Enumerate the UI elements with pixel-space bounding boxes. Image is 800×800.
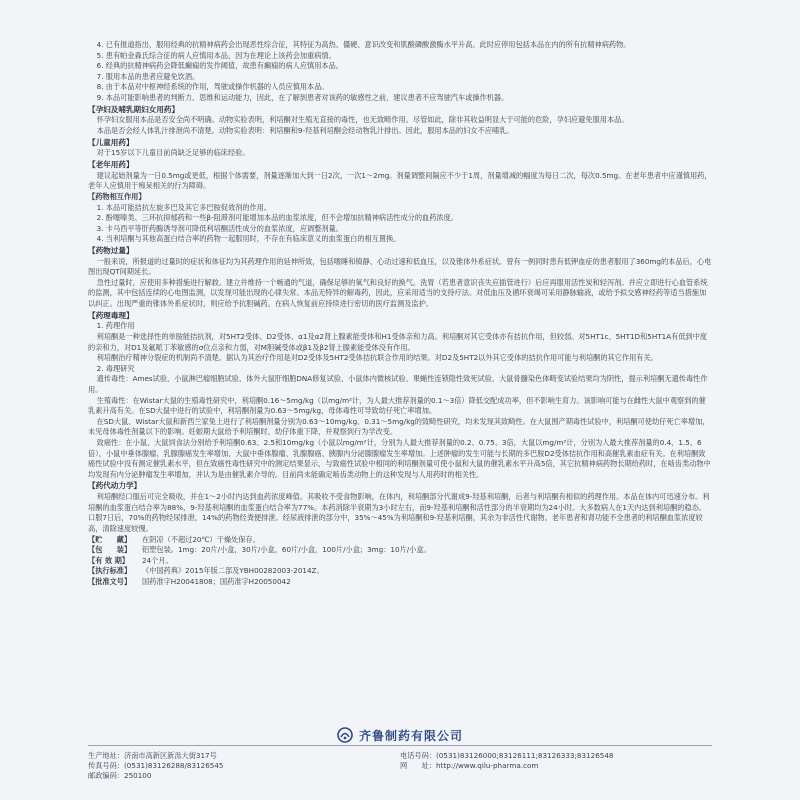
body-paragraph: 4. 已有报道指出，服用经典的抗精神病药会出现恶性综合征，其特征为高热、僵硬、意识改变和肌酸磷酸激酶水平升高。此时应停用包括本品在内的所有抗精神病药物。 xyxy=(96,40,631,49)
spec-row xyxy=(88,577,712,588)
section-heading: 【孕妇及哺乳期妇女用药】 xyxy=(88,104,180,114)
spec-value: 24个月。 xyxy=(142,555,173,565)
body-paragraph: 6. 经典的抗精神病药会降低癫痫的发作阈值，故患有癫痫的病人应慎用本品。 xyxy=(96,61,343,71)
body-paragraph: 9. 本品可能影响患者的判断力、思维和运动能力，因此，在了解到患者对该药的敏感性之前，建议患者不应驾驶汽车或操作机器。 xyxy=(96,92,509,102)
postcode-value: 250100 xyxy=(124,771,152,780)
body-paragraph: 利培酮经口服后可完全吸收，并在1～2小时内达到血药浓度峰值。其吸收不受食物影响，在体内，利培酮部分代谢成9-羟基利培酮，后者与利培酮有相似的药理作用。本品在体内可迅速分布。利培酮的血浆蛋白结合率为88%，9-羟基利培酮的血浆蛋白结合率为77%。本药消除半衰期为3小时左右，而9-羟基利培酮和活性部分的半衰期均为24小时。大多数病人在1天内达到利培酮的稳态。口服7日后，70%的药物经尿排泄，14%的药物经粪便排泄。经尿液排泄的部分中，35%～45%为利培酮和9-羟基利培酮，其余为非活性代谢物。老年患者和肾功能不全患者的利培酮血浆浓度较高，清除速度较慢。 xyxy=(88,492,710,533)
contact-info xyxy=(88,751,712,781)
spec-value: 铝塑包装。1mg：20片/小盒，30片/小盒，60片/小盒，100片/小盒；3mg：10片/小盒。 xyxy=(142,545,431,555)
section-heading: 【药物过量】 xyxy=(88,245,134,255)
body-paragraph: 7. 服用本品的患者应避免饮酒。 xyxy=(96,71,200,81)
footer-divider xyxy=(88,745,712,746)
website-value: http://www.qilu-pharma.com xyxy=(436,761,539,770)
insert-body xyxy=(88,40,712,588)
company-name: 齐鲁制药有限公司 xyxy=(358,728,463,743)
spec-key: 【贮 藏】 xyxy=(88,534,132,544)
qilu-logo-icon xyxy=(337,727,353,743)
address-value: 济南市高新区新泺大街317号 xyxy=(124,751,217,760)
body-paragraph: 对于15岁以下儿童目前尚缺乏足够的临床经验。 xyxy=(96,148,250,158)
body-paragraph: 一般来说，所报道的过量时的症状和体征均为其药理作用的延伸所致，包括嗜睡和镇静、心动过速和低血压，以及锥体外系症状。曾有一例同时患有低钾血症的患者服用了360mg的本品后，心电图出现QT间期延长。 xyxy=(88,256,712,277)
body-paragraph: 5. 患有帕金森氏综合征的病人应慎用本品，因为在理论上该药会加重病情。 xyxy=(96,50,336,60)
body-paragraph: 8. 由于本品对中枢神经系统的作用，驾驶或操作机器的人员应慎用本品。 xyxy=(96,82,329,92)
fax-label: 传真号码： xyxy=(88,761,124,770)
spec-value: 国药准字H20041808；国药准字H20050042 xyxy=(142,576,291,586)
section-heading: 【药理毒理】 xyxy=(88,310,134,320)
website-label: 网 址： xyxy=(400,761,436,770)
phone-value: (0531)83126000;83126111;83126333;83126548 xyxy=(436,751,614,760)
spec-row xyxy=(88,556,712,567)
spec-key: 【批准文号】 xyxy=(88,576,132,586)
postcode-label: 邮政编码： xyxy=(88,771,124,780)
body-paragraph: 3. 卡马西平等肝药酶诱导剂可降低利培酮活性成分的血浆浓度，应调整剂量。 xyxy=(96,223,343,233)
body-paragraph: 利培酮治疗精神分裂症的机制尚不清楚。据认为其治疗作用是对D2受体及5HT2受体拮抗联合作用的结果。对D2及5HT2以外其它受体的拮抗作用可能与利培酮的其它作用有关。 xyxy=(96,353,658,363)
spec-row xyxy=(88,566,712,577)
body-paragraph: 2. 毒理研究 xyxy=(96,363,135,373)
spec-value: 《中国药典》2015年版二部及YBH00282003-2014Z。 xyxy=(142,566,324,576)
body-paragraph: 急性过量时，应使用多种措施进行解救。建立并维持一个畅通的气道，确保足够的氧气和良好的换气。洗胃（若患者意识丧失应插管进行）后应再服用活性炭和轻泻剂。并应立即进行心血管系统的监测，其中包括连续的心电图监测，以发现可能出现的心律失常。本品无特异的解毒药，因此，应采用适当的支持疗法。对低血压及循环衰竭可采用静脉输液，或给予拟交感神经药等适当措施加以纠正。出现严重的锥体外系症状时，则应给予抗胆碱药。在病人恢复前应持续进行密切的医疗监测及监护。 xyxy=(88,277,708,309)
section-heading: 【药代动力学】 xyxy=(88,481,142,491)
body-paragraph: 本品是否会经人体乳汁排泄尚不清楚。动物实验表明：利培酮和9-羟基利培酮会经动物乳汁排出。因此，服用本品的妇女不应哺乳。 xyxy=(96,125,514,135)
address-label: 生产地址： xyxy=(88,751,124,760)
spec-key: 【有 效 期】 xyxy=(88,555,129,565)
spec-row xyxy=(88,545,712,556)
section-heading: 【儿童用药】 xyxy=(88,137,134,147)
spec-key: 【执行标准】 xyxy=(88,566,132,576)
body-paragraph: 遗传毒性：Ames试验、小鼠淋巴瘤细胞试验、体外大鼠肝细胞DNA修复试验、小鼠体内微核试验、果蝇性连锁隐性致死试验、大鼠骨髓染色体畸变试验结果均为阴性，提示利培酮无遗传毒性作用。 xyxy=(88,374,708,395)
spec-row xyxy=(88,535,712,546)
body-paragraph: 1. 本品可能拮抗左旋多巴及其它多巴胺促效剂的作用。 xyxy=(96,202,272,212)
body-paragraph: 在SD大鼠、Wistar大鼠和新西兰家兔上进行了利培酮剂量分别为0.63～10mg/kg、0.31～5mg/kg的致畸性研究，均未发现其致畸性。在大鼠围产期毒性试验中，利培酮可使幼仔死亡率增加，未见母体毒性剂量以下的影响。妊娠期大鼠给予利培酮时，幼仔体重下降，并观察到行为学改变。 xyxy=(88,416,710,437)
spec-value: 在阴凉（不超过20℃）干燥处保存。 xyxy=(142,534,260,544)
spec-key: 【包 装】 xyxy=(88,545,132,555)
section-heading: 【老年用药】 xyxy=(88,159,134,169)
body-paragraph: 4. 当利培酮与其他高蛋白结合率的药物一起服用时，不存在有临床意义的血浆蛋白的相互置换。 xyxy=(96,234,401,244)
body-paragraph: 2. 酚噻嗪类、三环抗抑郁药和一些β-阻滞剂可能增加本品的血浆浓度，但不会增加抗精神病活性成分的血药浓度。 xyxy=(96,213,458,223)
body-paragraph: 怀孕妇女服用本品是否安全尚不明确。动物实验表明，利培酮对生殖无直接的毒性，也无致畸作用。尽管如此，除非其收益明显大于可能的危险，孕妇应避免服用本品。 xyxy=(96,115,629,125)
body-paragraph: 致癌性：在小鼠、大鼠饲食法分别给予利培酮0.63、2.5和10mg/kg（小鼠以mg/m²计，分别为人最大推荐剂量的0.2、0.75、3倍，大鼠以mg/m²计，分别为人最大推荐剂量的0.4、1.5、6倍），小鼠中垂体腺瘤、乳腺腺癌发生率增加，大鼠中垂体腺瘤、乳腺腺癌、胰腺内分泌腺腺瘤发生率增加。上述肿瘤的发生可能与长期的多巴胺D2受体拮抗作用和高催乳素血症有关。在利培酮致癌性试验中没有测定催乳素水平，但在致癌性毒性研究中的测定结果显示，与致癌性试验中相同的利培酮剂量可使小鼠和大鼠的催乳素水平升高5倍，其它抗精神病药物长期给药时，在啮齿类动物中均发现有内分泌肿瘤发生率增加，并认为是由催乳素介导的。目前尚未能确定啮齿类动物上的这种发现与人用药时的相关性。 xyxy=(88,437,711,479)
phone-label: 电话号码： xyxy=(400,751,436,760)
body-paragraph: 生殖毒性：在Wistar大鼠的生殖毒性研究中，利培酮0.16～5mg/kg（以mg/m²计，为人最大推荐剂量的0.1～3倍）降低交配成功率，但不影响生育力。该影响可能与在雌性大鼠中观察到的催乳素升高有关。在SD大鼠中进行的试验中，利培酮剂量为0.63～5mg/kg，母体毒性可导致幼仔死亡率增加。 xyxy=(88,395,706,416)
subsection-heading: 【药物相互作用】 xyxy=(88,191,146,201)
body-paragraph: 建议起始剂量为一日0.5mg或更低，根据个体需要，剂量逐渐加大到一日2次，一次1～2mg。剂量调整间隔应不少于1周，剂量增减的幅度为每日二次，每次0.5mg。在老年患者中应谨慎用药，老年人应慎用于痴呆相关的行为障碍。 xyxy=(88,170,712,191)
body-paragraph: 利培酮是一种选择性的单胺能拮抗剂，对5HT2受体、D2受体、α1及α2肾上腺素能受体和H1受体亲和力高。利培酮对其它受体亦有拮抗作用，但较弱。对5HT1c、5HT1D和5HT1A有低到中度的亲和力，对D1及氟哌丁苯敏感的σ位点亲和力弱，对M胆碱受体或β1及β2肾上腺素能受体没有作用。 xyxy=(88,332,708,352)
body-paragraph: 1. 药理作用 xyxy=(96,321,135,331)
company-logo-row xyxy=(0,727,800,743)
fax-value: (0531)83126288/83126545 xyxy=(124,761,224,770)
